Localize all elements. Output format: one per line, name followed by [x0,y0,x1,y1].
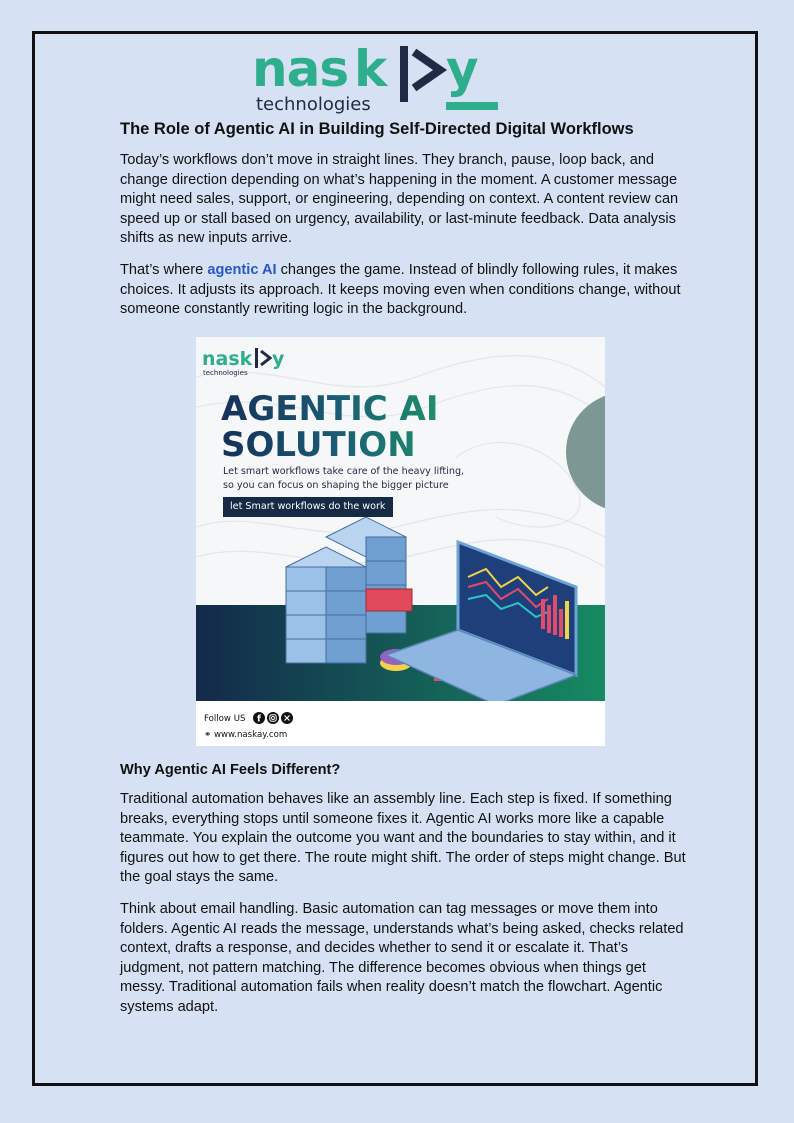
instagram-icon [267,712,279,724]
agentic-ai-link[interactable]: agentic AI [207,261,277,278]
agentic-ai-banner [196,337,605,746]
agentic-paragraph: That’s where agentic AI changes the game. Instead of blindly following rules, it makes choices. It adjusts its approach. It keeps moving even when conditions change, without someone constantly rewriting logic in the background. [120,261,681,318]
follow-us-label: Follow US [204,714,246,724]
banner-cta-button[interactable]: let Smart workflows do the work [223,497,393,517]
banner-subtitle: Let smart workflows take care of the heavy lifting, so you can focus on shaping the bigger picture [223,466,465,491]
article-bottom [120,760,690,1030]
x-icon [281,712,293,724]
svg-text:nask: nask [202,348,253,370]
facebook-icon [253,712,265,725]
svg-text:y: y [272,348,285,370]
svg-text:nas: nas [252,40,349,98]
article-top [120,118,690,332]
banner-headline: AGENTIC AI SOLUTION [221,389,439,465]
svg-text:k: k [354,40,388,98]
email-paragraph: Think about email handling. Basic automation can tag messages or move them into folders. Agentic AI reads the message, understands what’s being asked, checks related context, drafts a response, and decides whether to send it or escalate it. That’s judgment, not pattern matching. The difference becomes obvious when things get messy. Traditional automation fails when reality doesn’t match the flowchart. Agentic systems adapt. [120,900,684,1015]
article-title: The Role of Agentic AI in Building Self-Directed Digital Workflows [120,120,634,138]
social-icons [253,711,295,725]
banner-footer [196,701,605,746]
svg-text:technologies: technologies [203,369,248,377]
intro-paragraph: Today’s workflows don’t move in straight lines. They branch, pause, loop back, and change direction depending on what’s happening in the moment. A customer message might need sales, support, or engineering, depending on context. A content review can speed up or stall based on urgency, availability, or last-minute feedback. Data analysis shifts as new inputs arrive. [120,152,679,247]
banner-logo [202,345,294,377]
svg-text:y: y [446,40,479,98]
logo-subtitle: technologies [256,94,371,115]
automation-paragraph: Traditional automation behaves like an assembly line. Each step is fixed. If something breaks, everything stops until someone fixes it. Agentic AI works more like a capable teammate. You explain the outcome you want and the boundaries to stay within, and it figures out how to get there. The route might shift. The order of steps might change. But the goal stays the same. [120,791,686,886]
naskay-logo [250,40,510,116]
section-heading: Why Agentic AI Feels Different? [120,762,341,778]
website-link[interactable]: ⚭ www.naskay.com [204,730,288,740]
svg-text:f: f [257,714,261,725]
